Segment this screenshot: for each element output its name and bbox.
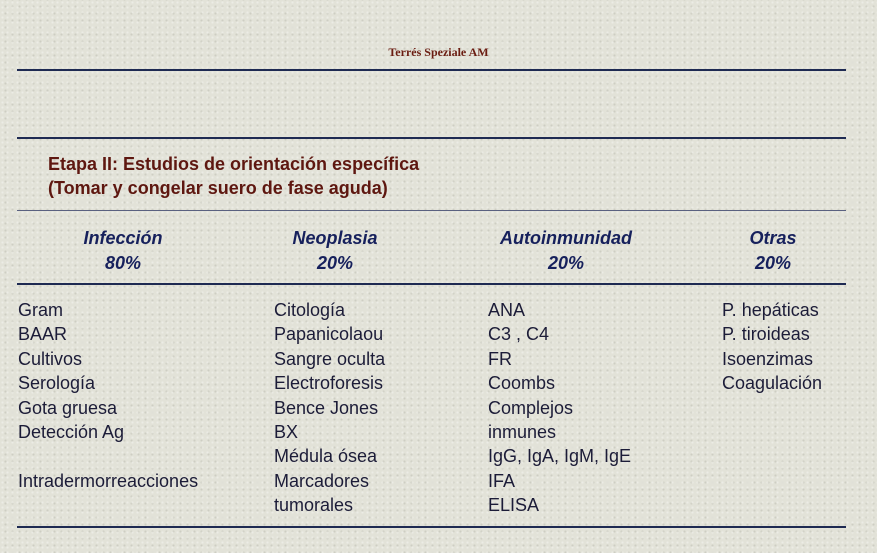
- column-header-neoplasia: [260, 226, 410, 276]
- list-item: Bence Jones: [274, 397, 379, 418]
- list-item: Sangre oculta: [274, 348, 386, 369]
- stage-divider: [17, 210, 846, 211]
- stage-title-line-2: (Tomar y congelar suero de fase aguda): [48, 178, 388, 198]
- list-item: Papanicolaou: [274, 324, 384, 345]
- column-percent: 20%: [316, 253, 354, 273]
- list-infeccion: [18, 298, 198, 493]
- columns-divider: [17, 283, 846, 285]
- column-percent: 80%: [104, 253, 142, 273]
- column-header-autoinmunidad: [476, 226, 656, 276]
- list-item: Complejos: [488, 397, 574, 418]
- list-item: Médula ósea: [274, 446, 378, 467]
- list-item: Isoenzimas: [722, 348, 814, 369]
- column-name: Otras: [749, 228, 797, 248]
- list-item: inmunes: [488, 421, 557, 442]
- stage-title: [48, 152, 419, 200]
- list-item: Citología: [274, 300, 346, 320]
- list-item: FR: [488, 348, 512, 369]
- list-item: BX: [274, 421, 299, 442]
- list-item: IFA: [488, 470, 516, 491]
- column-header-infeccion: [48, 226, 198, 276]
- list-item: Serología: [18, 373, 96, 394]
- column-header-otras: [718, 226, 828, 276]
- bottom-divider: [17, 526, 846, 528]
- list-item: BAAR: [18, 324, 68, 345]
- header-divider: [17, 69, 846, 71]
- list-item: Cultivos: [18, 348, 83, 369]
- list-item: Marcadores: [274, 470, 370, 491]
- top-divider: [17, 137, 846, 139]
- list-item: [18, 444, 198, 468]
- header-title: Terrés Speziale AM: [388, 45, 489, 59]
- stage-title-line-1: Etapa II: Estudios de orientación específica: [48, 154, 420, 174]
- list-item: Coagulación: [722, 373, 823, 394]
- column-name: Neoplasia: [292, 228, 378, 248]
- list-neoplasia: [274, 298, 385, 518]
- column-name: Autoinmunidad: [500, 228, 632, 248]
- column-percent: 20%: [547, 253, 585, 273]
- list-item: ANA: [488, 300, 526, 320]
- list-item: P. tiroideas: [722, 324, 810, 345]
- list-item: Intradermorreacciones: [18, 470, 199, 491]
- column-percent: 20%: [754, 253, 792, 273]
- list-item: tumorales: [274, 495, 354, 516]
- list-item: P. hepáticas: [722, 300, 819, 320]
- list-item: ELISA: [488, 495, 540, 516]
- column-name: Infección: [83, 228, 163, 248]
- list-autoinmunidad: [488, 298, 631, 518]
- list-item: Coombs: [488, 373, 556, 394]
- list-item: Detección Ag: [18, 421, 125, 442]
- list-item: C3 , C4: [488, 324, 550, 345]
- list-item: Gota gruesa: [18, 397, 118, 418]
- list-otras: [722, 298, 822, 396]
- list-item: Gram: [18, 300, 63, 320]
- list-item: IgG, IgA, IgM, IgE: [488, 446, 632, 467]
- list-item: Electroforesis: [274, 373, 384, 394]
